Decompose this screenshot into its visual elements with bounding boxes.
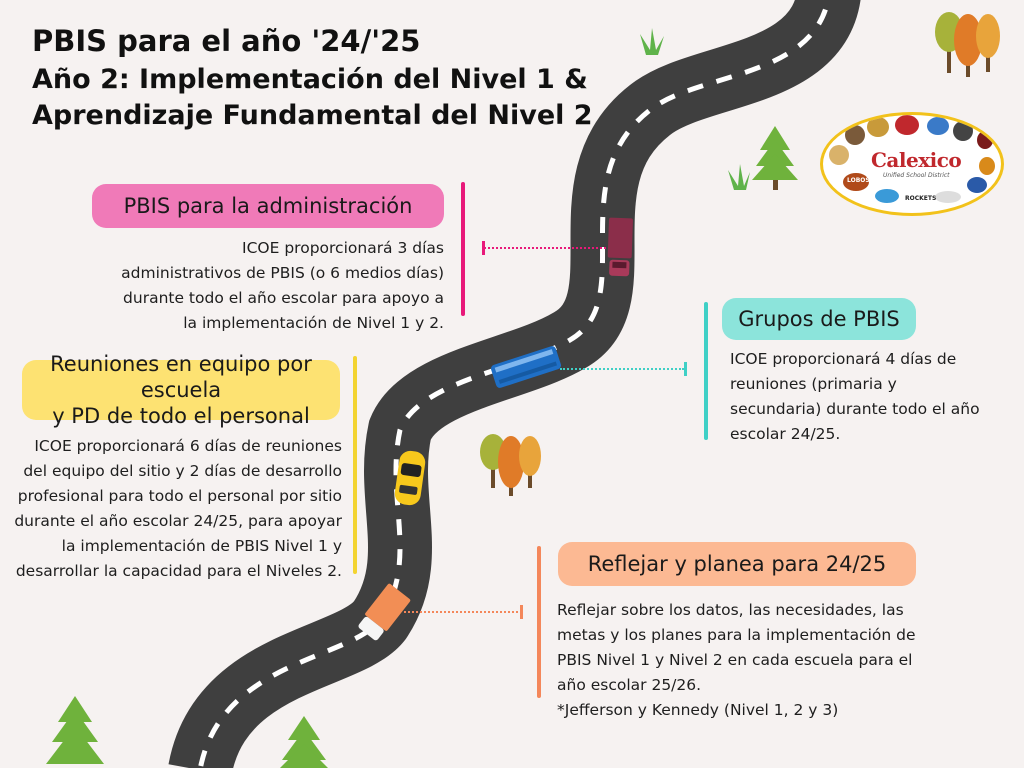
pine-tree-icon xyxy=(276,716,332,768)
pine-tree-icon xyxy=(46,696,104,764)
district-logo-subtitle: Unified School District xyxy=(883,172,950,179)
page-title: PBIS para el año '24/'25 xyxy=(32,24,421,58)
page-subtitle-line2: Aprendizaje Fundamental del Nivel 2 xyxy=(32,100,593,131)
admin-label: PBIS para la administración xyxy=(92,184,444,228)
groups-description: ICOE proporcionará 4 días de reuniones (primaria y secundaria) durante todo el año escolar 24/25. xyxy=(730,350,980,443)
team-label-line1: Reuniones en equipo por escuela xyxy=(50,351,312,402)
admin-description: ICOE proporcionará 3 días administrativos de PBIS (o 6 medios días) durante todo el año escolar para apoyo a la implementación de Nivel 1 y 2. xyxy=(121,239,444,332)
team-label xyxy=(22,351,340,429)
rockets-badge: ROCKETS xyxy=(905,195,937,202)
team-label-line2: y PD de todo el personal xyxy=(52,404,310,429)
reflect-connector xyxy=(404,611,522,613)
groups-connector-tick xyxy=(684,362,687,376)
reflect-label: Reflejar y planea para 24/25 xyxy=(558,542,916,586)
groups-label: Grupos de PBIS xyxy=(722,298,916,340)
page-subtitle-line1: Año 2: Implementación del Nivel 1 & xyxy=(32,64,588,95)
truck-icon xyxy=(607,218,633,277)
lobos-badge: LOBOS xyxy=(847,177,870,184)
reflect-connector-tick xyxy=(520,605,523,619)
team-description: ICOE proporcionará 6 días de reuniones del equipo del sitio y 2 días de desarrollo profesional para todo el personal por sitio durante el año escolar 24/25, para apoyar la implementación de PBIS Nivel 1 y desarrollar la capacidad para el Niveles 2. xyxy=(14,437,342,580)
tree-icon xyxy=(935,12,1000,77)
reflect-description: Reflejar sobre los datos, las necesidades, las metas y los planes para la implementación de PBIS Nivel 1 y Nivel 2 en cada escuela para el año escolar 25/26. *Jefferson y Kennedy (Nivel 1, 2 y 3) xyxy=(557,601,916,719)
groups-connector xyxy=(560,368,684,370)
reflect-divider xyxy=(537,546,541,698)
district-logo-name: Calexico xyxy=(871,148,962,172)
calexico-district-logo xyxy=(820,112,1004,216)
admin-connector xyxy=(484,247,606,249)
pine-tree-icon xyxy=(752,126,798,190)
tree-icon xyxy=(480,434,541,496)
team-divider xyxy=(353,356,357,574)
admin-connector-tick xyxy=(482,241,485,255)
groups-divider xyxy=(704,302,708,440)
admin-divider xyxy=(461,182,465,316)
